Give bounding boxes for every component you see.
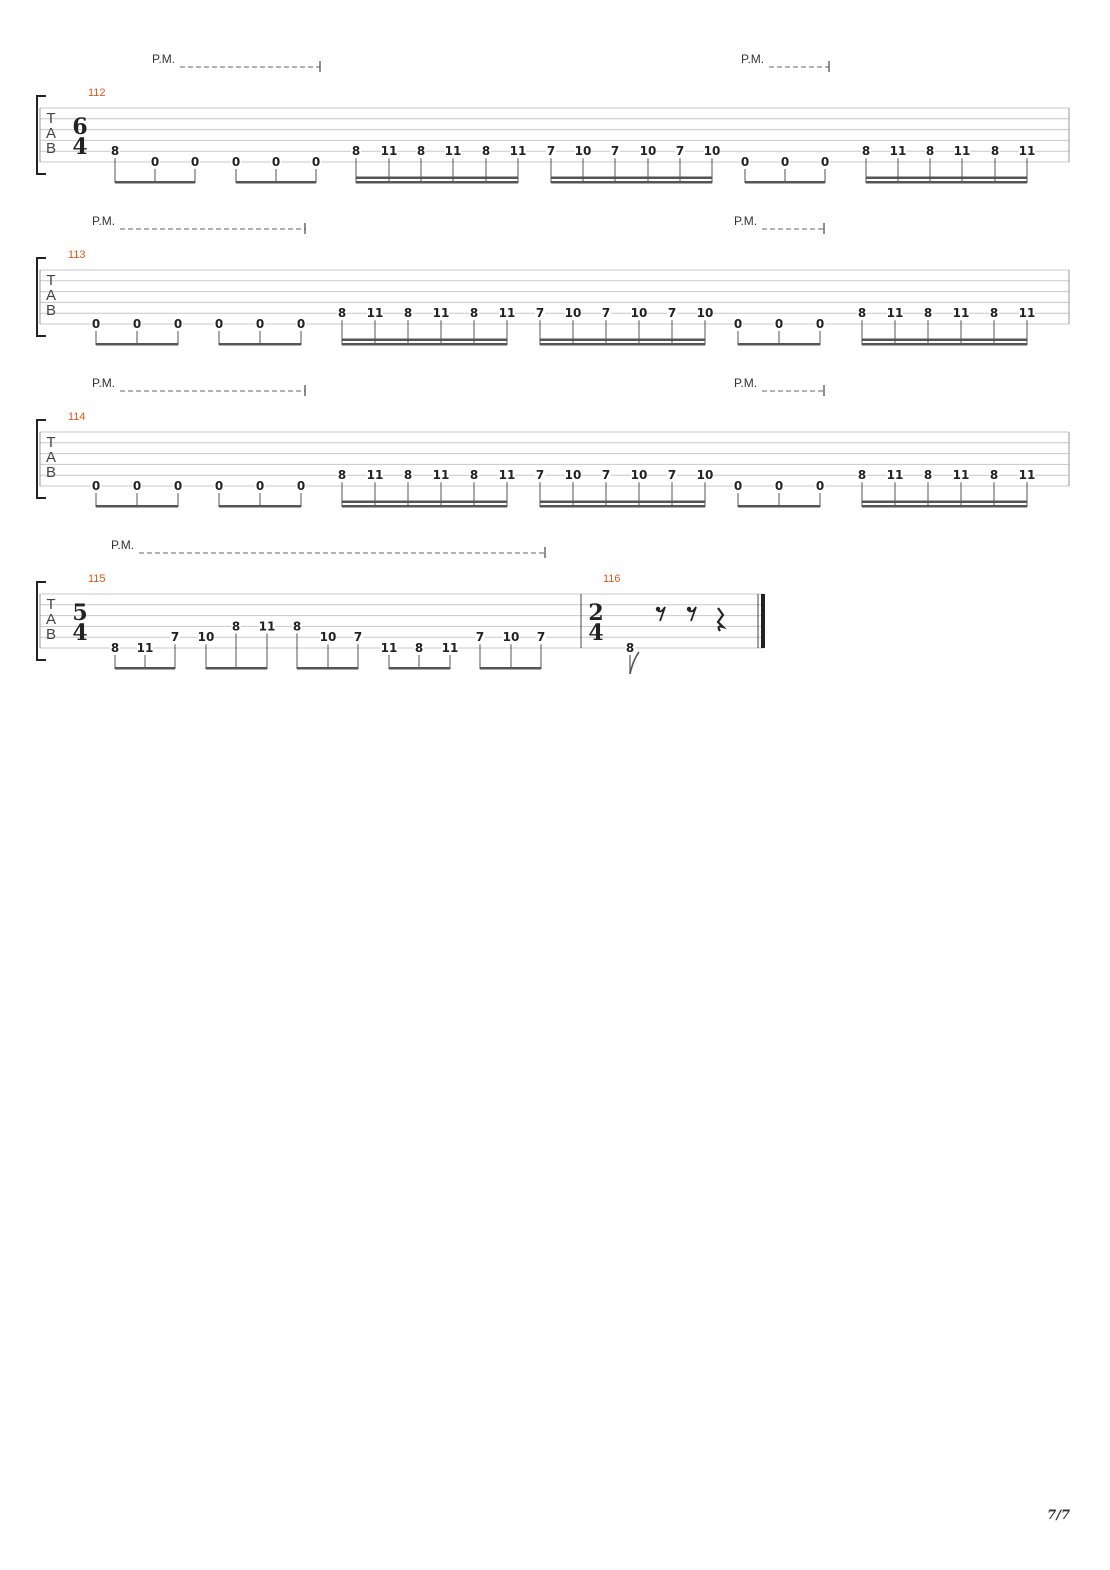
fret-number: 10 [630,306,648,321]
beam [540,343,705,346]
fret-number: 11 [1018,306,1036,321]
palm-mute-label: P.M. [111,538,135,552]
fret-number: 0 [740,155,750,169]
beam [866,177,1027,180]
beam [862,343,1027,346]
fret-number: 11 [366,306,384,321]
fret-number: 11 [136,641,154,655]
beam [96,343,178,346]
fret-number: 8 [403,306,413,321]
beam [551,177,712,180]
fret-number: 11 [952,306,970,321]
tab-clef-letter: T [46,434,56,451]
fret-number: 8 [925,144,935,159]
measure-number: 115 [88,573,106,585]
tab-clef-letter: A [45,449,57,466]
beam [551,181,712,184]
fret-number: 11 [432,468,450,483]
beam [356,177,518,180]
fret-number: 8 [231,619,241,634]
fret-number: 8 [861,144,871,159]
beam [115,181,195,184]
fret-number: 8 [292,619,302,634]
time-signature-top: 5 [72,600,88,626]
fret-number: 0 [132,479,142,493]
fret-number: 0 [733,479,743,493]
time-signature-top: 2 [588,600,604,626]
beam [206,667,267,670]
beam [389,667,450,670]
beam [219,343,301,346]
beam [342,505,507,508]
fret-number: 11 [380,641,398,655]
palm-mute-label: P.M. [741,52,765,66]
beam [862,501,1027,504]
fret-number: 0 [231,155,241,169]
fret-number: 11 [432,306,450,321]
fret-number: 0 [774,479,784,493]
fret-number: 8 [403,468,413,483]
beam [115,667,175,670]
palm-mute-label: P.M. [92,214,116,228]
beam [540,505,705,508]
beam [738,505,820,508]
eighth-rest-dot [687,607,691,611]
fret-number: 0 [91,317,101,331]
fret-number: 10 [696,468,714,483]
tab-clef-letter: T [46,110,56,127]
fret-number: 7 [170,630,180,645]
fret-number: 7 [601,468,611,483]
final-barline-thick [761,594,765,648]
fret-number: 8 [923,306,933,321]
fret-number: 8 [414,641,424,655]
fret-number: 0 [255,479,265,493]
tab-clef-letter: T [46,596,56,613]
beam [480,667,541,670]
beam [356,181,518,184]
fret-number: 8 [351,144,361,159]
fret-number: 11 [498,306,516,321]
fret-number: 8 [110,641,120,655]
beam [342,501,507,504]
fret-number: 0 [132,317,142,331]
palm-mute-label: P.M. [734,376,758,390]
fret-number: 10 [630,468,648,483]
beam [219,505,301,508]
fret-number: 0 [255,317,265,331]
fret-number: 8 [337,468,347,483]
beam [862,505,1027,508]
fret-number: 0 [190,155,200,169]
fret-number: 10 [639,144,657,159]
fret-number: 7 [353,630,363,645]
fret-number: 7 [601,306,611,321]
fret-number: 11 [953,144,971,159]
fret-number: 8 [923,468,933,483]
fret-number: 11 [1018,144,1036,159]
tab-clef-letter: B [45,626,57,643]
palm-mute-label: P.M. [152,52,176,66]
fret-number: 10 [703,144,721,159]
eighth-rest-dot [656,607,660,611]
fret-number: 0 [815,479,825,493]
fret-number: 0 [150,155,160,169]
tab-clef-letter: A [45,611,57,628]
fret-number: 11 [889,144,907,159]
fret-number: 11 [444,144,462,159]
tab-clef-letter: T [46,272,56,289]
fret-number: 11 [380,144,398,159]
quarter-rest [718,608,723,631]
fret-number: 10 [197,630,215,645]
fret-number: 8 [857,468,867,483]
fret-number: 0 [311,155,321,169]
page-number: 7/7 [1047,1508,1070,1523]
fret-number: 0 [774,317,784,331]
fret-number: 8 [337,306,347,321]
fret-number: 11 [366,468,384,483]
tab-clef-letter: A [45,125,57,142]
fret-number: 7 [667,468,677,483]
fret-number: 11 [498,468,516,483]
fret-number: 7 [475,630,485,645]
fret-number: 0 [820,155,830,169]
time-signature-bottom: 4 [72,620,88,646]
fret-number: 10 [319,630,337,645]
beam [866,181,1027,184]
palm-mute-label: P.M. [92,376,116,390]
tab-clef-letter: B [45,140,57,157]
fret-number: 0 [173,317,183,331]
fret-number: 8 [416,144,426,159]
note-flag [630,652,639,674]
measure-number: 116 [603,573,621,585]
fret-number: 0 [173,479,183,493]
fret-number: 11 [509,144,527,159]
beam [342,339,507,342]
fret-number: 8 [989,306,999,321]
fret-number: 11 [886,468,904,483]
fret-number: 7 [667,306,677,321]
fret-number: 0 [733,317,743,331]
fret-number: 11 [886,306,904,321]
fret-number: 10 [564,306,582,321]
fret-number: 7 [536,630,546,645]
beam [540,501,705,504]
beam [297,667,358,670]
fret-number: 8 [469,306,479,321]
fret-number: 8 [857,306,867,321]
time-signature-bottom: 4 [588,620,604,646]
fret-number: 7 [535,306,545,321]
time-signature-bottom: 4 [72,134,88,160]
fret-number: 10 [696,306,714,321]
fret-number: 11 [258,619,276,634]
fret-number: 8 [989,468,999,483]
fret-number: 0 [214,479,224,493]
fret-number: 8 [990,144,1000,159]
fret-number: 7 [546,144,556,159]
beam [540,339,705,342]
palm-mute-label: P.M. [734,214,758,228]
time-signature-top: 6 [72,114,88,140]
measure-number: 113 [68,249,86,261]
beam [236,181,316,184]
measure-number: 112 [88,87,106,99]
measure-number: 114 [68,411,86,423]
beam [738,343,820,346]
fret-number: 7 [610,144,620,159]
fret-number: 8 [469,468,479,483]
fret-number: 8 [481,144,491,159]
fret-number: 7 [675,144,685,159]
fret-number: 0 [214,317,224,331]
fret-number: 7 [535,468,545,483]
fret-number: 11 [952,468,970,483]
beam [862,339,1027,342]
tab-clef-letter: B [45,302,57,319]
fret-number: 0 [271,155,281,169]
fret-number: 0 [91,479,101,493]
beam [342,343,507,346]
fret-number: 0 [815,317,825,331]
fret-number: 10 [564,468,582,483]
tab-clef-letter: A [45,287,57,304]
beam [745,181,825,184]
fret-number: 0 [780,155,790,169]
fret-number: 8 [625,641,635,655]
fret-number: 10 [502,630,520,645]
tab-clef-letter: B [45,464,57,481]
fret-number: 0 [296,479,306,493]
fret-number: 11 [1018,468,1036,483]
fret-number: 10 [574,144,592,159]
fret-number: 8 [110,144,120,159]
fret-number: 0 [296,317,306,331]
beam [96,505,178,508]
fret-number: 11 [441,641,459,655]
